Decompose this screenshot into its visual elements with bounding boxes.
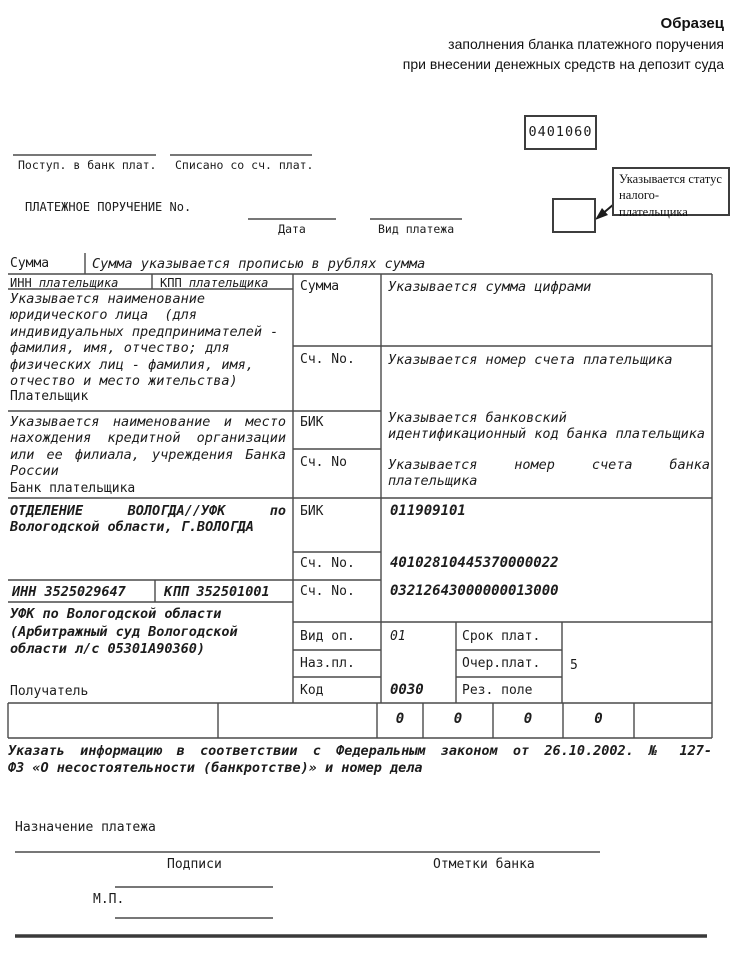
payment-purpose-label: Назначение платежа — [15, 820, 156, 835]
op-type-value: 01 — [390, 629, 406, 644]
amount-label: Сумма — [10, 256, 50, 271]
payee-bank-name: ОТДЕЛЕНИЕ ВОЛОГДА//УФК по Вологодской области, Г.ВОЛОГДА — [10, 503, 286, 536]
document-subtitle-1: заполнения бланка платежного поручения — [448, 36, 724, 52]
payee-bank-bik-label: БИК — [300, 504, 324, 519]
payee-bank-bik-value: 011909101 — [390, 503, 466, 519]
tax-field-value: 0 — [523, 711, 533, 727]
payer-account-label: Сч. No. — [300, 352, 355, 367]
payee-account-value: 03212643000000013000 — [390, 583, 559, 599]
form-code: 0401060 — [528, 124, 593, 140]
document-subtitle-2: при внесении денежных средств на депозит суда — [402, 56, 724, 72]
amount-figures-hint: Указывается сумма цифрами — [388, 279, 592, 295]
status-callout-box — [612, 167, 730, 219]
payer-account-hint: Указывается номер счета плательщика — [388, 352, 673, 368]
op-type-label: Вид оп. — [300, 629, 355, 644]
status-callout-text: Указывается статус налого-плательщика — [619, 172, 722, 219]
payment-type-label: Вид платежа — [378, 222, 455, 236]
tax-field-value: 0 — [453, 711, 463, 727]
document-title: Образец — [660, 15, 724, 32]
purpose-code-label: Наз.пл. — [300, 656, 355, 671]
payer-name-hint: Указывается наименование юридического лица (для индивидуальных предпринимателей - фамилия, имя, отчество; для физических лиц - фамилия, имя, отчество и место жительства) — [10, 291, 287, 390]
tax-field-value: 0 — [395, 711, 405, 727]
code-label: Код — [300, 683, 324, 698]
received-in-bank-label: Поступ. в банк плат. — [18, 158, 157, 172]
payee-kpp: КПП 352501001 — [164, 584, 270, 600]
payee-inn: ИНН 3525029647 — [12, 584, 126, 600]
payer-bank-bik-label: БИК — [300, 415, 324, 430]
bank-marks-label: Отметки банка — [433, 857, 535, 872]
payment-order-title: ПЛАТЕЖНОЕ ПОРУЧЕНИЕ No. — [25, 200, 192, 214]
payer-bank-account-label: Сч. No — [300, 455, 347, 470]
taxpayer-status-field — [552, 198, 596, 233]
amount-figures-label: Сумма — [300, 279, 340, 294]
priority-label: Очер.плат. — [462, 656, 541, 671]
payer-bank-label: Банк плательщика — [10, 481, 136, 496]
payer-bank-bik-hint: Указывается банковский идентификационный код банка плательщика — [388, 410, 705, 443]
reserve-field-label: Рез. поле — [462, 683, 533, 698]
bankruptcy-note-line1: Указать информацию в соответствии с Федеральным законом от 26.10.2002. № 127- — [8, 743, 712, 759]
bankruptcy-note-line2: ФЗ «О несостоятельности (банкротстве)» и номер дела — [8, 760, 423, 776]
payee-account-label: Сч. No. — [300, 584, 355, 599]
payee-bank-account-value: 40102810445370000022 — [390, 555, 559, 571]
payer-inn-header: ИНН плательщика — [10, 276, 119, 290]
payer-bank-hint: Указывается наименование и место нахождения кредитной организации или ее филиала, учреждения Банка России — [10, 414, 286, 480]
payer-kpp-header: КПП плательщика — [160, 276, 269, 290]
form-code-box — [524, 115, 597, 150]
due-date-label: Срок плат. — [462, 629, 541, 644]
debited-from-account-label: Списано со сч. плат. — [175, 158, 314, 172]
code-value: 0030 — [390, 682, 424, 698]
signatures-label: Подписи — [167, 857, 222, 872]
payer-label: Плательщик — [10, 389, 89, 404]
payee-name: УФК по Вологодской области (Арбитражный суд Вологодской области л/с 05301А90360) — [10, 606, 238, 657]
stamp-label: М.П. — [93, 892, 125, 907]
document-header — [300, 14, 724, 74]
amount-in-words-hint: Сумма указывается прописью в рублях сумма — [92, 256, 426, 272]
priority-value: 5 — [570, 658, 578, 673]
date-label: Дата — [278, 222, 306, 236]
payee-bank-account-label: Сч. No. — [300, 556, 355, 571]
payer-bank-account-hint: Указывается номер счета банка плательщика — [388, 457, 710, 490]
tax-field-value: 0 — [594, 711, 603, 727]
payee-label: Получатель — [10, 684, 89, 699]
